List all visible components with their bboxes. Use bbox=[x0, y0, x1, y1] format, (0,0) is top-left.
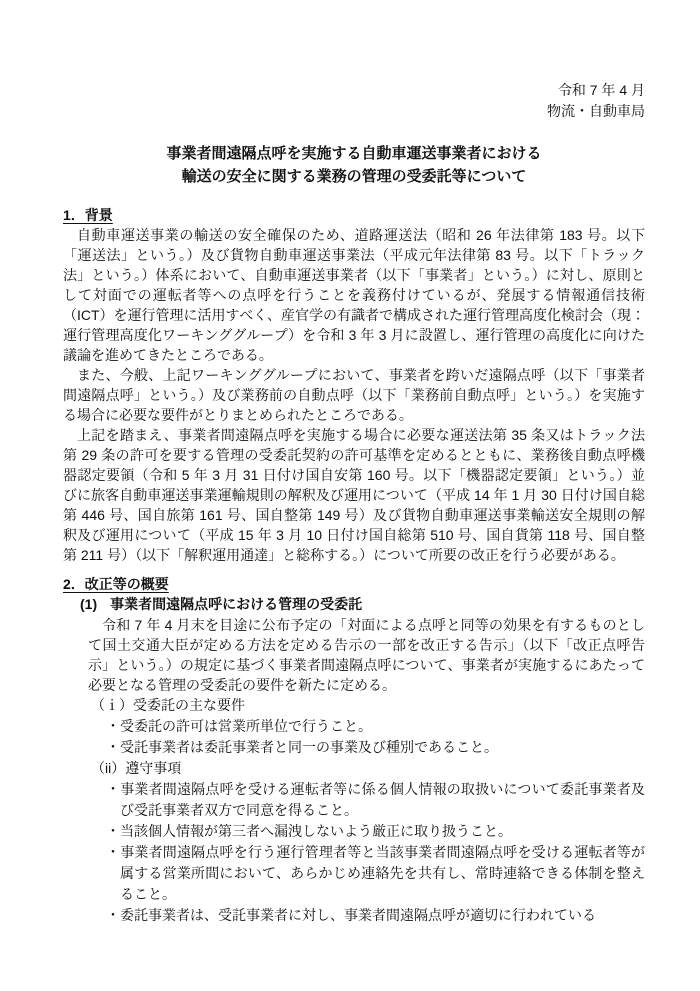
section-overview bbox=[63, 574, 645, 926]
subsection-1-paragraph: 令和 7 年 4 月末を目途に公布予定の「対面による点呼と同等の効果を有するものとして国土交通大臣が定める方法を定める告示の一部を改正する告示」（以下「改正点呼告示」という。）の規定に基づく事業者間遠隔点呼について、事業者が実施するにあたって必要となる管理の受委託の要件を新たに定める。 bbox=[88, 617, 645, 693]
document-title-line-2: 輸送の安全に関する業務の管理の受委託等について bbox=[181, 168, 527, 185]
section-1-heading: 1．背景 bbox=[63, 207, 113, 223]
section-background bbox=[63, 205, 645, 565]
background-paragraph-2: また、今般、上記ワーキンググループにおいて、事業者を跨いだ遠隔点呼（以下「事業者間遠隔点呼」という。）及び業務前の自動点呼（以下「業務前自動点呼」という。）を実施する場合に必要な要件がとりまとめられたところである。 bbox=[63, 367, 645, 423]
background-paragraph-1: 自動車運送事業の輸送の安全確保のため、道路運送法（昭和 26 年法律第 183 号。以下「運送法」という。）及び貨物自動車運送事業法（平成元年法律第 83 号。以下「トラック法」という。）体系において、自動車運送事業者（以下「事業者」という。）に対し、原則として対面での運転者等への点呼を行うことを義務付けているが、発展する情報通信技術（ICT）を運行管理に活用すべく、産官学の有識者で構成された運行管理高度化検討会（現：運行管理高度化ワーキンググループ）を令和 3 年 3 月に設置し、運行管理の高度化に向けた議論を進めてきたところである。 bbox=[63, 227, 645, 363]
bullet-item: ・事業者間遠隔点呼を行う運行管理者等と当該事業者間遠隔点呼を受ける運転者等が属する営業所間において、あらかじめ連絡先を共有し、常時連絡できる体制を整えること。 bbox=[106, 844, 645, 902]
document-title-line-1: 事業者間遠隔点呼を実施する自動車運送事業者における bbox=[166, 145, 542, 162]
section-2-heading: 2．改正等の概要 bbox=[63, 576, 169, 592]
item-i-bullet-list bbox=[63, 716, 645, 758]
background-paragraph-3: 上記を踏まえ、事業者間遠隔点呼を実施する場合に必要な運送法第 35 条又はトラック法第 29 条の許可を要する管理の受委託契約の許可基準を定めるとともに、業務後自動点呼機器認定要領（令和 5 年 3 月 31 日付け国自安第 160 号。以下「機器認定要領」という。）並びに旅客自動車運送事業運輸規則の解釈及び運用について（平成 14 年 1 月 30 日付け国自総第 446 号、国自旅第 161 号、国自整第 149 号）及び貨物自動車運送事業輸送安全規則の解釈及び運用について（平成 15 年 3 月 10 日付け国自総第 510 号、国自貨第 118 号、国自整第 211 号）（以下「解釈運用通達」と総称する。）について所要の改正を行う必要がある。 bbox=[63, 427, 645, 563]
bullet-item: ・委託事業者は、受託事業者に対し、事業者間遠隔点呼が適切に行われている bbox=[106, 907, 596, 923]
subsection-1-number: (1) bbox=[80, 596, 98, 612]
item-ii-label: （ii）遵守事項 bbox=[91, 760, 182, 776]
subsection-1-heading bbox=[80, 594, 645, 615]
bullet-item: ・受委託の許可は営業所単位で行うこと。 bbox=[106, 718, 372, 734]
document-title bbox=[63, 142, 645, 188]
document-date: 令和 7 年 4 月 bbox=[557, 82, 645, 98]
bullet-item: ・受託事業者は委託事業者と同一の事業及び種別であること。 bbox=[106, 739, 498, 755]
bullet-item: ・事業者間遠隔点呼を受ける運転者等に係る個人情報の取扱いについて委託事業者及び受託事業者双方で同意を得ること。 bbox=[106, 781, 645, 818]
item-ii-bullet-list bbox=[63, 779, 645, 926]
bullet-item: ・当該個人情報が第三者へ漏洩しないよう厳正に取り扱うこと。 bbox=[106, 823, 512, 839]
document-header bbox=[63, 80, 645, 122]
item-i-label: （ｉ）受委託の主な要件 bbox=[91, 697, 245, 713]
subsection-1-title: 事業者間遠隔点呼における管理の受委託 bbox=[110, 596, 363, 612]
document-department: 物流・自動車局 bbox=[547, 103, 645, 119]
